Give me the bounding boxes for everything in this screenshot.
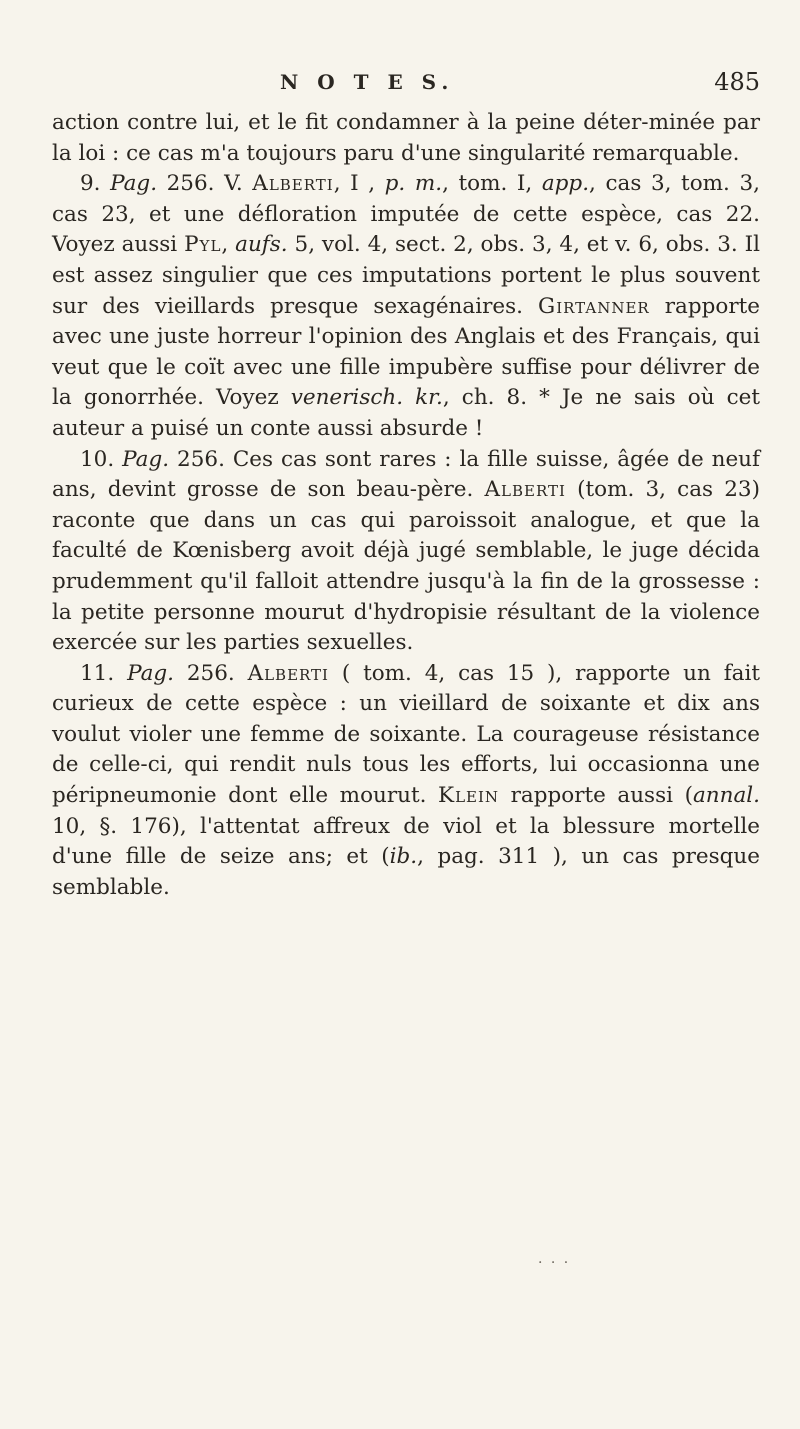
note-10 [52, 445, 760, 659]
note-9-text-f: 5, vol. 4, sect. 2, obs. 3, 4, et v. 6, obs. 3. Il est assez singulier que ces imputations portent le plus souvent sur des vieillards presque sexagénaires. [52, 232, 760, 319]
note-9-text-a: 256. V. [166, 171, 243, 197]
author-alberti-2: Alberti [484, 477, 566, 503]
running-title: N O T E S. [280, 70, 455, 94]
note-11 [52, 659, 760, 904]
author-alberti-3: Alberti [247, 660, 329, 686]
author-alberti: Alberti [252, 171, 334, 197]
note-9-pag: Pag. [110, 171, 158, 197]
author-girtanner: Girtanner [538, 293, 650, 319]
note-9-number: 9. [80, 171, 101, 197]
note-9-aufs: aufs. [235, 232, 288, 258]
note-11-annal: annal. [692, 783, 760, 809]
note-9-text-b: , I , [333, 171, 385, 197]
note-8-continuation: action contre lui, et le fit condamner à la peine déter-minée par la loi : ce cas m'a toujours paru d'une singularité remarquable. [52, 110, 760, 166]
note-9-text-d: , cas 3, tom. 3, cas 23, et une défloration imputée de cette espèce, cas 22. Voyez aussi [52, 171, 760, 258]
note-11-text-d: 10, §. 176), l'attentat affreux de viol et la blessure mortelle d'une fille de seize ans; et ( [52, 813, 760, 870]
note-11-text-a: 256. [186, 660, 248, 686]
note-11-ib: ib. [389, 844, 418, 870]
notes-body [52, 108, 760, 903]
running-head [52, 70, 760, 100]
note-9 [52, 169, 760, 444]
note-11-number: 11. [80, 660, 115, 686]
note-10-text-b: (tom. 3, cas 23) raconte que dans un cas qui paroissoit analogue, et que la faculté de Kœnisberg avoit déjà jugé semblable, le juge décida prudemment qu'il falloit attendre jusqu'à la fin de la grossesse : la petite personne mourut d'hydropisie résultant de la violence exercée sur les parties sexuelles. [52, 477, 761, 656]
printer-marks: · · · [538, 1255, 571, 1271]
note-9-pm: p. m. [384, 171, 443, 197]
note-9-text-h: , ch. 8. * Je ne sais où cet auteur a puisé un conte aussi absurde ! [52, 385, 760, 441]
note-11-text-e: , pag. 311 ), un cas presque semblable. [52, 844, 761, 900]
note-10-pag: Pag. [122, 446, 170, 472]
note-9-text-g: rapporte avec une juste horreur l'opinion des Anglais et des Français, qui veut que le coït avec une fille impubère suffise pour délivrer de la gonorrhée. Voyez [52, 293, 760, 411]
note-10-number: 10. [80, 446, 115, 472]
note-9-venerisch: venerisch. kr. [290, 385, 443, 411]
author-klein: Klein [438, 783, 500, 809]
page-number: 485 [714, 68, 760, 96]
note-9-text-c: , tom. I, [442, 171, 542, 197]
note-11-pag: Pag. [127, 660, 174, 686]
note-11-text-b: ( tom. 4, cas 15 ), rapporte un fait curieux de cette espèce : un vieillard de soixante et dix ans voulut violer une femme de soixante. La courageuse résistance de celle-ci, qui rendit nuls tous les efforts, lui occasionna une péripneumonie dont elle mourut. [52, 660, 760, 809]
note-9-text-e: , [221, 232, 236, 258]
author-pyl: Pyl [184, 232, 222, 258]
note-9-app: app. [541, 171, 590, 197]
note-11-text-c: rapporte aussi ( [499, 783, 693, 809]
note-10-text-a: 256. Ces cas sont rares : la fille suisse, âgée de neuf ans, devint grosse de son beau-père. [52, 446, 760, 503]
